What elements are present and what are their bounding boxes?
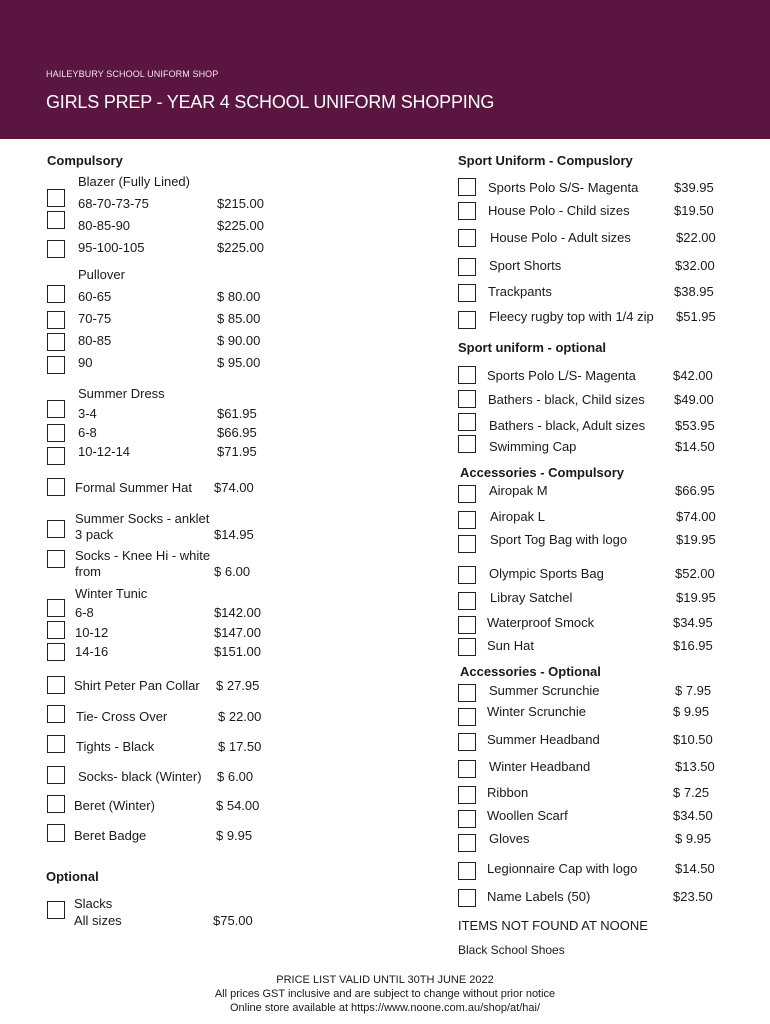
- satchel-price: $19.95: [676, 590, 716, 605]
- checkbox-legionnaire-cap[interactable]: [458, 862, 476, 880]
- scarf-label: Woollen Scarf: [487, 808, 568, 823]
- satchel-label: Libray Satchel: [490, 590, 573, 605]
- checkbox-bathers-child[interactable]: [458, 390, 476, 408]
- checkbox-tunic-2[interactable]: [47, 621, 65, 639]
- beret-badge-price: $ 9.95: [216, 828, 253, 843]
- house-polo-child-price: $19.50: [674, 203, 714, 218]
- bathers-child-price: $49.00: [674, 392, 714, 407]
- airopak-m-label: Airopak M: [489, 483, 548, 498]
- blazer-title: Blazer (Fully Lined): [78, 174, 190, 189]
- swimming-cap-label: Swimming Cap: [489, 439, 577, 454]
- checkbox-sport-polo-ls[interactable]: [458, 366, 476, 384]
- knee-socks-price: $ 6.00: [214, 564, 251, 579]
- checkbox-house-polo-adult[interactable]: [458, 229, 476, 247]
- airopak-l-price: $74.00: [676, 509, 716, 524]
- footer-valid-until: PRICE LIST VALID UNTIL 30TH JUNE 2022: [276, 974, 494, 986]
- tog-bag-price: $19.95: [676, 532, 716, 547]
- checkbox-smock[interactable]: [458, 616, 476, 634]
- checkbox-slacks[interactable]: [47, 901, 65, 919]
- blazer-size-1: 68-70-73-75: [78, 196, 149, 211]
- ribbon-price: $ 7.25: [673, 785, 710, 800]
- checkbox-summer-scrunchie[interactable]: [458, 684, 476, 702]
- checkbox-ribbon[interactable]: [458, 786, 476, 804]
- checkbox-dress-2[interactable]: [47, 424, 65, 442]
- summer-socks-line1: Summer Socks - anklet: [75, 511, 210, 526]
- checkbox-winter-scrunchie[interactable]: [458, 708, 476, 726]
- blazer-price-1: $215.00: [217, 196, 264, 211]
- checkbox-pullover-1[interactable]: [47, 285, 65, 303]
- checkbox-pullover-3[interactable]: [47, 333, 65, 351]
- blazer-price-3: $225.00: [217, 240, 264, 255]
- pullover-title: Pullover: [78, 267, 125, 282]
- sport-polo-ls-label: Sports Polo L/S- Magenta: [487, 368, 636, 383]
- checkbox-scarf[interactable]: [458, 810, 476, 828]
- tights-price: $ 17.50: [218, 739, 262, 754]
- checkbox-knee-socks[interactable]: [47, 550, 65, 568]
- scarf-price: $34.50: [673, 808, 713, 823]
- knee-socks-line1: Socks - Knee Hi - white: [75, 548, 211, 563]
- sport-polo-ls-price: $42.00: [673, 368, 713, 383]
- dress-price-2: $66.95: [217, 425, 257, 440]
- tunic-price-1: $142.00: [214, 605, 261, 620]
- beret-badge-label: Beret Badge: [74, 828, 147, 843]
- tunic-size-1: 6-8: [75, 605, 94, 620]
- smock-label: Waterproof Smock: [487, 615, 595, 630]
- shirt-label: Shirt Peter Pan Collar: [74, 678, 200, 693]
- legionnaire-cap-label: Legionnaire Cap with logo: [487, 861, 638, 876]
- airopak-m-price: $66.95: [675, 483, 715, 498]
- sport-shorts-price: $32.00: [675, 258, 715, 273]
- header-banner: [0, 0, 770, 139]
- sun-hat-label: Sun Hat: [487, 638, 534, 653]
- formal-hat-price: $74.00: [214, 480, 254, 495]
- gloves-price: $ 9.95: [675, 831, 712, 846]
- pullover-size-3: 80-85: [78, 333, 112, 348]
- shirt-price: $ 27.95: [216, 678, 260, 693]
- summer-headband-price: $10.50: [673, 732, 713, 747]
- checkbox-sun-hat[interactable]: [458, 638, 476, 656]
- house-polo-child-label: House Polo - Child sizes: [488, 203, 630, 218]
- checkbox-gloves[interactable]: [458, 834, 476, 852]
- summer-scrunchie-label: Summer Scrunchie: [489, 683, 600, 698]
- slacks-line2: All sizes: [74, 913, 122, 928]
- tights-label: Tights - Black: [76, 739, 155, 754]
- sport-polo-ss-label: Sports Polo S/S- Magenta: [488, 180, 639, 195]
- compulsory-heading: Compulsory: [47, 153, 123, 168]
- summer-socks-line2: 3 pack: [75, 527, 114, 542]
- slacks-price: $75.00: [213, 913, 253, 928]
- checkbox-shirt[interactable]: [47, 676, 65, 694]
- page-title: GIRLS PREP - YEAR 4 SCHOOL UNIFORM SHOPPING: [46, 92, 495, 112]
- shop-name: HAILEYBURY SCHOOL UNIFORM SHOP: [46, 69, 219, 79]
- black-socks-price: $ 6.00: [217, 769, 254, 784]
- knee-socks-line2: from: [75, 564, 101, 579]
- checkbox-trackpants[interactable]: [458, 284, 476, 302]
- tie-label: Tie- Cross Over: [76, 709, 168, 724]
- checkbox-olympic-bag[interactable]: [458, 566, 476, 584]
- dress-size-3: 10-12-14: [78, 444, 131, 459]
- checkbox-name-labels[interactable]: [458, 889, 476, 907]
- winter-headband-price: $13.50: [675, 759, 715, 774]
- summer-dress-title: Summer Dress: [78, 386, 165, 401]
- name-labels-price: $23.50: [673, 889, 713, 904]
- checkbox-summer-socks[interactable]: [47, 520, 65, 538]
- fleecy-top-label: Fleecy rugby top with 1/4 zip: [489, 309, 654, 324]
- legionnaire-cap-price: $14.50: [675, 861, 715, 876]
- sport-optional-heading: Sport uniform - optional: [458, 340, 607, 355]
- checkbox-sport-polo-ss[interactable]: [458, 178, 476, 196]
- checkbox-pullover-2[interactable]: [47, 311, 65, 329]
- checkbox-beret[interactable]: [47, 795, 65, 813]
- pullover-size-1: 60-65: [78, 289, 112, 304]
- blazer-size-2: 80-85-90: [78, 218, 131, 233]
- pullover-price-1: $ 80.00: [217, 289, 261, 304]
- bathers-adult-label: Bathers - black, Adult sizes: [489, 418, 646, 433]
- tog-bag-label: Sport Tog Bag with logo: [490, 532, 628, 547]
- summer-scrunchie-price: $ 7.95: [675, 683, 712, 698]
- checkbox-winter-headband[interactable]: [458, 760, 476, 778]
- tunic-price-3: $151.00: [214, 644, 261, 659]
- beret-price: $ 54.00: [216, 798, 260, 813]
- slacks-line1: Slacks: [74, 896, 113, 911]
- tunic-price-2: $147.00: [214, 625, 261, 640]
- checkbox-tunic-1[interactable]: [47, 599, 65, 617]
- formal-hat-label: Formal Summer Hat: [75, 480, 193, 495]
- olympic-bag-price: $52.00: [675, 566, 715, 581]
- sport-compulsory-heading: Sport Uniform - Compuslory: [458, 153, 633, 168]
- accessories-optional-heading: Accessories - Optional: [460, 664, 601, 679]
- winter-tunic-title: Winter Tunic: [75, 586, 148, 601]
- accessories-compulsory-heading: Accessories - Compulsory: [460, 465, 625, 480]
- beret-label: Beret (Winter): [74, 798, 155, 813]
- blazer-price-2: $225.00: [217, 218, 264, 233]
- tie-price: $ 22.00: [218, 709, 262, 724]
- checkbox-black-socks[interactable]: [47, 766, 65, 784]
- checkbox-tights[interactable]: [47, 735, 65, 753]
- dress-size-1: 3-4: [78, 406, 97, 421]
- checkbox-dress-3[interactable]: [47, 447, 65, 465]
- checkbox-summer-headband[interactable]: [458, 733, 476, 751]
- gloves-label: Gloves: [489, 831, 530, 846]
- winter-scrunchie-label: Winter Scrunchie: [487, 704, 586, 719]
- house-polo-adult-label: House Polo - Adult sizes: [490, 230, 631, 245]
- sport-polo-ss-price: $39.95: [674, 180, 714, 195]
- checkbox-tie[interactable]: [47, 705, 65, 723]
- house-polo-adult-price: $22.00: [676, 230, 716, 245]
- checkbox-beret-badge[interactable]: [47, 824, 65, 842]
- trackpants-label: Trackpants: [488, 284, 552, 299]
- checkbox-airopak-m[interactable]: [458, 485, 476, 503]
- black-socks-label: Socks- black (Winter): [78, 769, 202, 784]
- winter-scrunchie-price: $ 9.95: [673, 704, 710, 719]
- checkbox-tunic-3[interactable]: [47, 643, 65, 661]
- pullover-price-2: $ 85.00: [217, 311, 261, 326]
- dress-price-3: $71.95: [217, 444, 257, 459]
- checkbox-blazer-2[interactable]: [47, 211, 65, 229]
- bathers-adult-price: $53.95: [675, 418, 715, 433]
- checkbox-blazer-3[interactable]: [47, 240, 65, 258]
- checkbox-tog-bag[interactable]: [458, 535, 476, 553]
- fleecy-top-price: $51.95: [676, 309, 716, 324]
- optional-heading: Optional: [46, 869, 99, 884]
- footer-gst-note: All prices GST inclusive and are subject to change without prior notice: [214, 988, 556, 1000]
- bathers-child-label: Bathers - black, Child sizes: [488, 392, 645, 407]
- smock-price: $34.95: [673, 615, 713, 630]
- sun-hat-price: $16.95: [673, 638, 713, 653]
- summer-socks-price: $14.95: [214, 527, 254, 542]
- pullover-price-4: $ 95.00: [217, 355, 261, 370]
- checkbox-sport-shorts[interactable]: [458, 258, 476, 276]
- checkbox-swimming-cap[interactable]: [458, 435, 476, 453]
- sport-shorts-label: Sport Shorts: [489, 258, 562, 273]
- checkbox-formal-hat[interactable]: [47, 478, 65, 496]
- pullover-price-3: $ 90.00: [217, 333, 261, 348]
- dress-price-1: $61.95: [217, 406, 257, 421]
- not-found-heading: ITEMS NOT FOUND AT NOONE: [458, 918, 648, 933]
- summer-headband-label: Summer Headband: [487, 732, 600, 747]
- checkbox-blazer-1[interactable]: [47, 189, 65, 207]
- tunic-size-3: 14-16: [75, 644, 109, 659]
- ribbon-label: Ribbon: [487, 785, 529, 800]
- checkbox-dress-1[interactable]: [47, 400, 65, 418]
- checkbox-house-polo-child[interactable]: [458, 202, 476, 220]
- checkbox-pullover-4[interactable]: [47, 356, 65, 374]
- tunic-size-2: 10-12: [75, 625, 109, 640]
- footer: [0, 973, 770, 1015]
- name-labels-label: Name Labels (50): [487, 889, 591, 904]
- swimming-cap-price: $14.50: [675, 439, 715, 454]
- dress-size-2: 6-8: [78, 425, 97, 440]
- olympic-bag-label: Olympic Sports Bag: [489, 566, 604, 581]
- winter-headband-label: Winter Headband: [489, 759, 591, 774]
- trackpants-price: $38.95: [674, 284, 714, 299]
- airopak-l-label: Airopak L: [490, 509, 545, 524]
- not-found-item: Black School Shoes: [458, 943, 565, 957]
- checkbox-fleecy-top[interactable]: [458, 311, 476, 329]
- pullover-size-2: 70-75: [78, 311, 112, 326]
- checkbox-satchel[interactable]: [458, 592, 476, 610]
- pullover-size-4: 90: [78, 355, 93, 370]
- checkbox-airopak-l[interactable]: [458, 511, 476, 529]
- checkbox-bathers-adult[interactable]: [458, 413, 476, 431]
- footer-online-store: Online store available at https://www.noone.com.au/shop/at/hai/: [229, 1002, 540, 1014]
- blazer-size-3: 95-100-105: [78, 240, 145, 255]
